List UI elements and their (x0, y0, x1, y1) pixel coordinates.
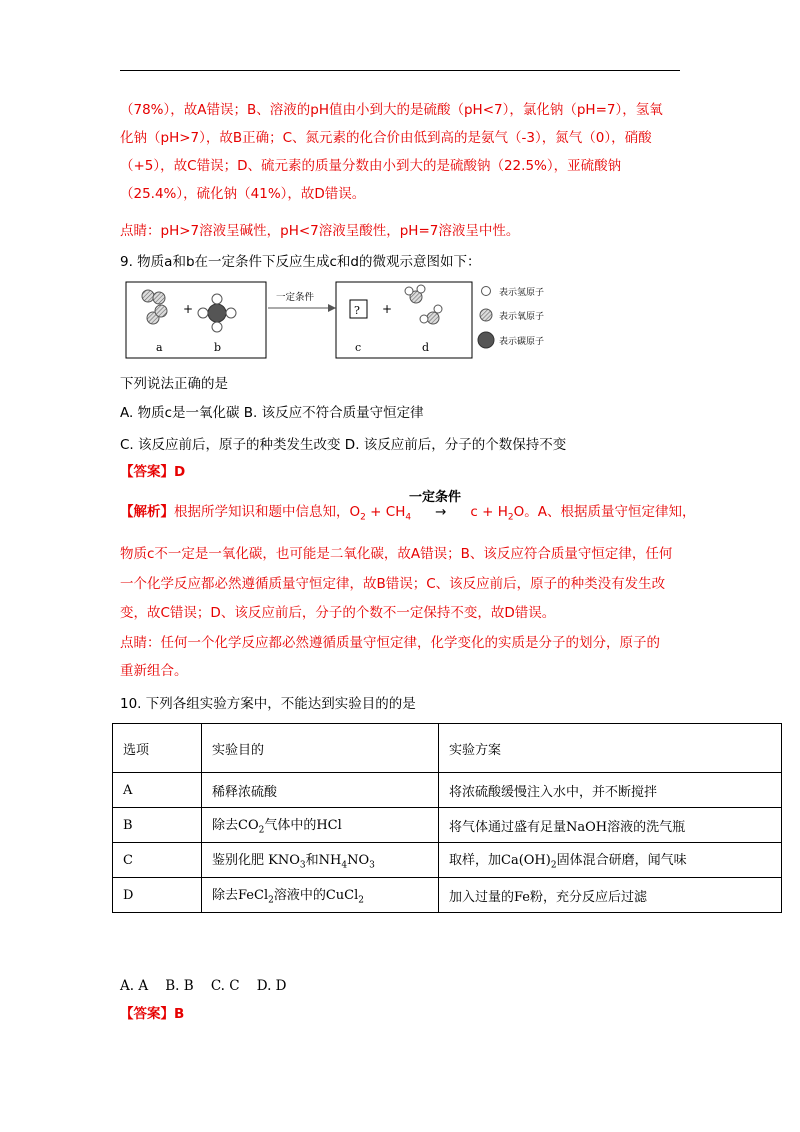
q9-stem: 9. 物质a和b在一定条件下反应生成c和d的微观示意图如下： (120, 254, 481, 270)
q9-answer: 【答案】D (120, 464, 186, 480)
q9-analysis-line-2: 一个化学反应都必然遵循质量守恒定律，故B错误；C、该反应前后，原子的种类没有发生改 (120, 576, 666, 592)
table-row (113, 808, 782, 843)
q10-experiment-table (112, 723, 782, 913)
q10-answer: 【答案】B (120, 1006, 185, 1022)
q9-question: 下列说法正确的是 (120, 376, 228, 392)
q9-tip-line-2: 重新组合。 (120, 663, 188, 679)
legend-hydrogen: 表示氢原子 (499, 288, 545, 298)
table-row (113, 843, 782, 878)
prev-answer-line-2: 化钠（pH>7），故B正确；C、氮元素的化合价由低到高的是氨气（-3），氮气（0），硝酸 (120, 130, 652, 146)
cell-plan: 取样，加$Ca(OH)_2$固体混合研磨，闻气味 (439, 843, 782, 878)
cell-option: B (113, 808, 202, 843)
q9-options-line-1: A. 物质c是一氧化碳 B. 该反应不符合质量守恒定律 (120, 405, 424, 421)
q9-analysis-line-1: 物质c不一定是一氧化碳，也可能是二氧化碳，故A错误；B、该反应符合质量守恒定律，任何 (120, 546, 673, 562)
plus-sign-1: + (183, 302, 194, 316)
q10-stem: 10. 下列各组实验方案中，不能达到实验目的的是 (120, 696, 416, 712)
cell-goal: 除去FeCl$_2$溶液中的CuCl$_2$ (202, 878, 439, 913)
header-option: 选项 (113, 724, 202, 773)
header-goal: 实验目的 (202, 724, 439, 773)
carbon-atom-icon (478, 332, 494, 348)
cell-plan: 加入过量的Fe粉，充分反应后过滤 (439, 878, 782, 913)
label-d: d (422, 341, 430, 354)
prev-tip: 点睛：pH>7溶液呈碱性，pH<7溶液呈酸性，pH=7溶液呈中性。 (120, 223, 520, 239)
header-rule (120, 70, 680, 71)
q9-options-line-2: C. 该反应前后，原子的种类发生改变 D. 该反应前后，分子的个数保持不变 (120, 437, 567, 453)
oxygen-atom-icon (480, 309, 492, 321)
hydrogen-atom-icon (482, 287, 491, 296)
q9-reaction-condition: 一定条件 (409, 490, 462, 505)
q9-analysis-line-3: 变，故C错误；D、该反应前后，分子的个数不一定保持不变，故D错误。 (120, 605, 556, 621)
prev-answer-line-1: （78%），故A错误；B、溶液的pH值由小到大的是硫酸（pH<7），氯化钠（pH=7），氢氧 (120, 102, 663, 118)
prev-answer-line-4: （25.4%），硫化钠（41%），故D错误。 (120, 186, 366, 202)
cell-goal: 鉴别化肥 $KNO_3$和$NH_4NO_3$ (202, 843, 439, 878)
table-row (113, 878, 782, 913)
prev-answer-line-3: （+5），故C错误；D、硫元素的质量分数由小到大的是硫酸钠（22.5%），亚硫酸钠 (120, 158, 622, 174)
cell-plan: 将气体通过盛有足量NaOH溶液的洗气瓶 (439, 808, 782, 843)
unknown-c: ? (354, 304, 360, 317)
q9-analysis-first: 【解析】根据所学知识和题中信息知，$O_2 + CH_4 \to c + H_2O$。A、根据质量守恒定律知， (120, 504, 696, 523)
cell-plan: 将浓硫酸缓慢注入水中，并不断搅拌 (439, 773, 782, 808)
arrow-label: 一定条件 (276, 292, 315, 303)
cell-goal: 除去$CO_2$气体中的HCl (202, 808, 439, 843)
cell-option: D (113, 878, 202, 913)
cell-option: A (113, 773, 202, 808)
cell-goal: 稀释浓硫酸 (202, 773, 439, 808)
q9-reaction-diagram (120, 278, 590, 364)
table-row (113, 773, 782, 808)
legend-oxygen: 表示氧原子 (499, 312, 545, 322)
label-c: c (355, 341, 362, 354)
header-plan: 实验方案 (439, 724, 782, 773)
arrow-head (328, 304, 336, 312)
q9-tip-line-1: 点睛：任何一个化学反应都必然遵循质量守恒定律，化学变化的实质是分子的划分，原子的 (120, 635, 660, 651)
cell-option: C (113, 843, 202, 878)
legend-carbon: 表示碳原子 (499, 337, 545, 347)
q10-options: A. A B. B C. C D. D (120, 978, 287, 994)
table-header-row (113, 724, 782, 773)
plus-sign-2: + (382, 302, 393, 316)
label-a: a (156, 341, 163, 354)
label-b: b (214, 341, 222, 354)
